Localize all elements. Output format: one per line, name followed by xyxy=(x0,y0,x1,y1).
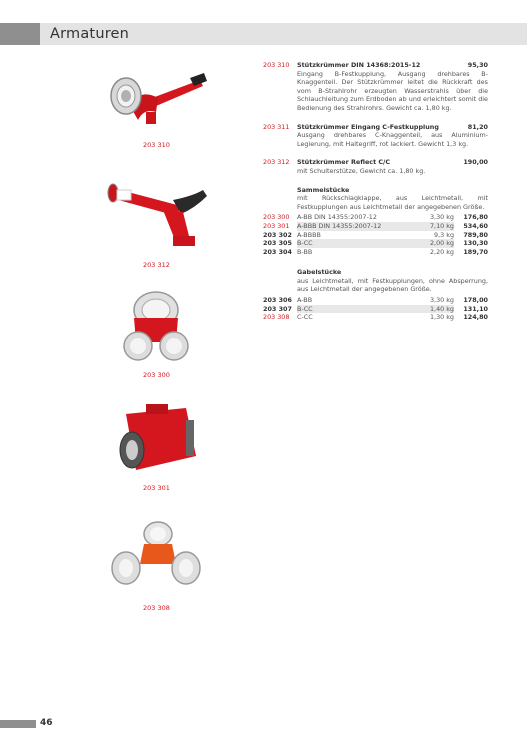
article-203311 xyxy=(263,123,488,149)
product-list xyxy=(263,61,488,334)
product-image-sammelstueck-203301 xyxy=(106,400,206,478)
page-number: 46 xyxy=(40,718,53,728)
sammel-table xyxy=(263,213,488,256)
gabel-table xyxy=(263,296,488,322)
page-footer xyxy=(0,718,527,730)
row-description: A-BBBB xyxy=(297,230,321,239)
article-description: mit Schulterstütze, Gewicht ca. 1,80 kg. xyxy=(297,166,426,175)
table-row xyxy=(263,313,488,322)
row-description: B-CC xyxy=(297,239,414,248)
row-number: 203 306 xyxy=(263,296,292,305)
section-heading: Sammelstücke xyxy=(297,185,350,194)
row-price: 534,60 xyxy=(463,221,488,230)
row-description: A-BB DIN 14355:2007-12 xyxy=(297,213,377,222)
table-row xyxy=(263,222,488,231)
article-title: Stützkrümmer DIN 14368:2015-12 xyxy=(297,61,421,69)
row-description: A-BB xyxy=(297,296,313,305)
row-weight: 3,30 kg xyxy=(429,213,454,222)
table-row xyxy=(263,305,488,314)
caption-203300: 203 300 xyxy=(143,371,170,379)
header-grey-block xyxy=(0,23,40,45)
page-title: Armaturen xyxy=(50,26,130,42)
article-price: 190,00 xyxy=(463,158,488,167)
row-number: 203 308 xyxy=(263,313,290,322)
caption-203310: 203 310 xyxy=(143,141,170,149)
article-number: 203 311 xyxy=(263,122,290,131)
table-row xyxy=(263,231,488,240)
article-description: Eingang B-Festkupplung, Ausgang drehbares B-Knaggenteil. Der Stützkrümmer leitet die Rückkraft des vom B-Strahlrohr erzeugten Wasserstrahls über die Schlauchleitung zum Erdboden ab und erleichtert somit die Bedienung des Strahlrohrs. Gewicht ca. 1,80 kg. xyxy=(297,69,488,112)
row-price: 178,00 xyxy=(463,296,488,305)
article-title: Stützkrümmer Eingang C-Festkupplung xyxy=(297,122,439,131)
row-number: 203 301 xyxy=(263,221,290,230)
row-price: 124,80 xyxy=(463,313,488,322)
footer-grey-bar xyxy=(0,720,36,728)
article-title: Stützkrümmer Reflect C/C xyxy=(297,158,391,167)
article-number: 203 310 xyxy=(263,61,290,69)
caption-203312: 203 312 xyxy=(143,261,170,269)
section-heading: Gabelstücke xyxy=(297,268,342,277)
product-image-gabelstueck-203308 xyxy=(106,520,206,598)
row-weight: 9,3 kg xyxy=(434,230,454,239)
row-number: 203 304 xyxy=(263,247,292,256)
row-weight: 7,10 kg xyxy=(414,222,454,231)
row-weight: 3,30 kg xyxy=(429,296,454,305)
section-description: mit Rückschlagklappe, aus Leichtmetall, mit Festkupplungen aus Leichtmetall der angegebenen Größe. xyxy=(297,194,488,211)
section-gabelstuecke xyxy=(297,268,488,294)
row-price: 789,80 xyxy=(463,230,488,239)
row-description: B-CC xyxy=(297,305,414,314)
row-number: 203 302 xyxy=(263,230,292,239)
table-row xyxy=(263,296,488,305)
row-description: C-CC xyxy=(297,313,313,322)
product-image-stuetzkruemmer-203310 xyxy=(100,68,210,138)
caption-203301: 203 301 xyxy=(143,484,170,492)
caption-203308: 203 308 xyxy=(143,604,170,612)
row-weight: 1,40 kg xyxy=(414,305,454,314)
table-row xyxy=(263,239,488,248)
article-number: 203 312 xyxy=(263,158,290,167)
row-price: 130,30 xyxy=(463,239,488,248)
article-description: Ausgang drehbares C-Knaggenteil, aus Aluminium-Legierung, mit Haltegriff, rot lackiert. Gewicht 1,3 kg. xyxy=(297,131,488,148)
article-price: 81,20 xyxy=(467,122,488,131)
row-weight: 2,00 kg xyxy=(414,239,454,248)
row-price: 176,80 xyxy=(463,213,488,222)
row-price: 189,70 xyxy=(463,247,488,256)
row-weight: 2,20 kg xyxy=(429,247,454,256)
row-description: A-BBB DIN 14355:2007-12 xyxy=(297,222,414,231)
article-203312 xyxy=(263,158,488,175)
section-description: aus Leichtmetall, mit Festkupplungen, ohne Absperrung, aus Leichtmetall der angegebenen Größe. xyxy=(297,276,488,294)
table-row xyxy=(263,248,488,257)
table-row xyxy=(263,213,488,222)
article-price: 95,30 xyxy=(467,61,488,69)
row-weight: 1,30 kg xyxy=(429,313,454,322)
row-number: 203 307 xyxy=(263,304,292,313)
page-header xyxy=(0,23,527,45)
product-image-reflect-203312 xyxy=(103,178,213,256)
product-image-sammelstueck-203300 xyxy=(116,290,196,366)
section-sammelstuecke xyxy=(297,186,488,212)
row-price: 131,10 xyxy=(463,304,488,313)
row-number: 203 305 xyxy=(263,239,292,248)
row-description: B-BB xyxy=(297,247,313,256)
row-number: 203 300 xyxy=(263,213,290,222)
article-203310 xyxy=(263,61,488,113)
